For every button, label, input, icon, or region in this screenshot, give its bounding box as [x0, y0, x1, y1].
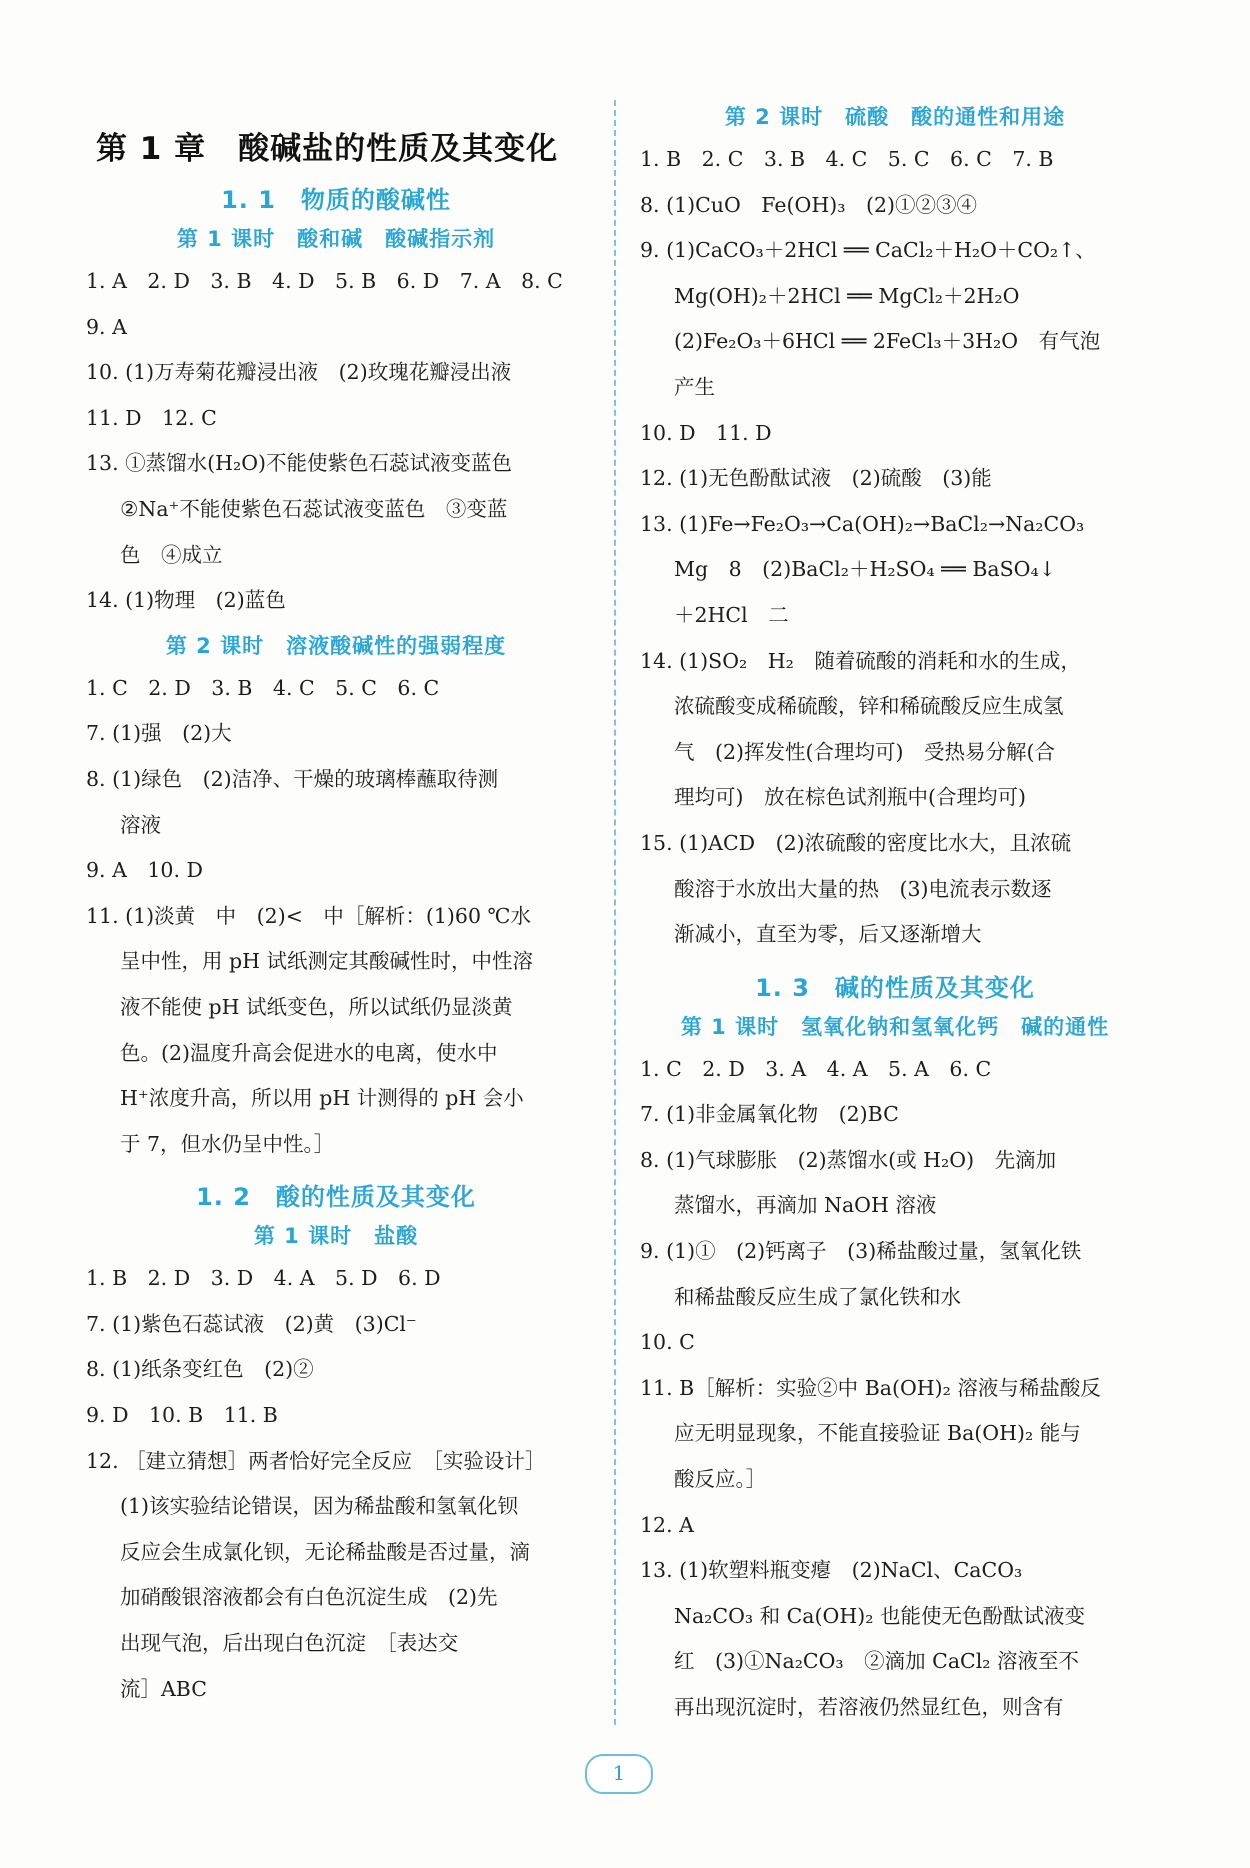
answer-line-continued: 红 (3)①Na₂CO₃ ②滴加 CaCl₂ 溶液至不: [674, 1649, 1080, 1674]
answer-line: 8. (1)气球膨胀 (2)蒸馏水(或 H₂O) 先滴加: [640, 1147, 1057, 1172]
section-title: 1. 3 碱的性质及其变化: [755, 973, 1035, 1002]
answer-line: 11. D 12. C: [86, 405, 217, 430]
answer-line: 13. (1)软塑料瓶变瘪 (2)NaCl、CaCO₃: [640, 1558, 1023, 1583]
answer-line-continued: 于 7，但水仍呈中性。］: [120, 1131, 335, 1156]
answer-line-continued: (1)该实验结论错误，因为稀盐酸和氢氧化钡: [120, 1494, 519, 1519]
column-divider: [614, 100, 616, 1725]
answer-line-continued: 酸反应。］: [674, 1467, 767, 1492]
answer-line: 8. (1)CuO Fe(OH)₃ (2)①②③④: [640, 192, 977, 217]
answer-line-continued: ＋2HCl 二: [674, 602, 789, 627]
answer-line: 11. B［解析：实验②中 Ba(OH)₂ 溶液与稀盐酸反: [640, 1375, 1101, 1400]
answer-line-continued: 再出现沉淀时，若溶液仍然显红色，则含有: [674, 1695, 1064, 1719]
answer-line: 14. (1)SO₂ H₂ 随着硫酸的消耗和水的生成，: [640, 648, 1081, 673]
answer-line-continued: 酸溶于水放出大量的热 (3)电流表示数逐: [674, 876, 1052, 901]
answer-line: 7. (1)非金属氧化物 (2)BC: [640, 1102, 899, 1127]
answer-line-continued: 加硝酸银溶液都会有白色沉淀生成 (2)先: [120, 1585, 498, 1610]
answer-line-continued: 和稀盐酸反应生成了氯化铁和水: [674, 1284, 961, 1309]
answer-line: 1. B 2. C 3. B 4. C 5. C 6. C 7. B: [640, 147, 1054, 171]
answer-line-continued: ②Na⁺不能使紫色石蕊试液变蓝色 ③变蓝: [120, 496, 508, 521]
answer-line: 10. C: [640, 1330, 695, 1355]
answer-line: 12. (1)无色酚酞试液 (2)硫酸 (3)能: [640, 466, 992, 491]
answer-line-continued: 色 ④成立: [120, 542, 223, 567]
answer-line: 10. (1)万寿菊花瓣浸出液 (2)玫瑰花瓣浸出液: [86, 360, 512, 385]
answer-line: 9. (1)① (2)钙离子 (3)稀盐酸过量，氢氧化铁: [640, 1239, 1082, 1264]
answer-line: 9. A 10. D: [86, 858, 203, 883]
answer-line-continued: 呈中性，用 pH 试纸测定其酸碱性时，中性溶: [120, 949, 534, 974]
answer-line-continued: 色。(2)温度升高会促进水的电离，使水中: [120, 1040, 498, 1065]
section-title: 1. 1 物质的酸碱性: [221, 186, 451, 214]
answer-line: 1. A 2. D 3. B 4. D 5. B 6. D 7. A 8. C: [86, 269, 563, 293]
answer-line-continued: 渐减小，直至为零，后又逐渐增大: [674, 922, 982, 947]
answer-line: 12. ［建立猜想］两者恰好完全反应 ［实验设计］: [86, 1448, 546, 1473]
answer-line-continued: H⁺浓度升高，所以用 pH 计测得的 pH 会小: [120, 1086, 524, 1111]
lesson-title: 第 2 课时 溶液酸碱性的强弱程度: [165, 633, 507, 658]
answer-line: 12. A: [640, 1512, 694, 1537]
answer-line: 1. B 2. D 3. D 4. A 5. D 6. D: [86, 1266, 441, 1291]
answer-line-continued: 蒸馏水，再滴加 NaOH 溶液: [674, 1193, 937, 1218]
lesson-title: 第 1 课时 盐酸: [253, 1224, 419, 1249]
answer-line-continued: (2)Fe₂O₃＋6HCl ══ 2FeCl₃＋3H₂O 有气泡: [674, 329, 1101, 354]
answer-line-continued: 理均可) 放在棕色试剂瓶中(合理均可): [674, 785, 1026, 810]
answer-line: 13. (1)Fe→Fe₂O₃→Ca(OH)₂→BaCl₂→Na₂CO₃: [640, 511, 1085, 536]
answer-line-continued: 浓硫酸变成稀硫酸，锌和稀硫酸反应生成氢: [674, 694, 1064, 719]
answer-line: 10. D 11. D: [640, 420, 772, 445]
answer-line-continued: 液不能使 pH 试纸变色，所以试纸仍显淡黄: [120, 994, 513, 1019]
answer-line: 1. C 2. D 3. B 4. C 5. C 6. C: [86, 675, 440, 700]
answer-line-continued: 溶液: [120, 812, 161, 837]
answer-line: 14. (1)物理 (2)蓝色: [86, 588, 286, 613]
left-answer-list: [86, 180, 586, 1712]
answer-line-continued: 应无明显现象，不能直接验证 Ba(OH)₂ 能与: [674, 1421, 1081, 1446]
answer-line-continued: 产生: [674, 374, 715, 399]
answer-line: 9. A: [86, 314, 127, 339]
answer-line: 1. C 2. D 3. A 4. A 5. A 6. C: [640, 1056, 992, 1081]
lesson-title: 第 1 课时 氢氧化钠和氢氧化钙 碱的通性: [680, 1014, 1110, 1039]
answer-line-continued: Mg 8 (2)BaCl₂＋H₂SO₄ ══ BaSO₄↓: [674, 557, 1056, 582]
right-answer-list: [640, 101, 1150, 1731]
answer-line-continued: Mg(OH)₂＋2HCl ══ MgCl₂＋2H₂O: [674, 283, 1020, 308]
answer-line: 7. (1)强 (2)大: [86, 721, 232, 746]
answer-line: 15. (1)ACD (2)浓硫酸的密度比水大，且浓硫: [640, 830, 1072, 855]
answer-line-continued: 流］ABC: [120, 1676, 207, 1701]
answer-line: 9. (1)CaCO₃＋2HCl ══ CaCl₂＋H₂O＋CO₂↑、: [640, 238, 1096, 263]
answer-line: 11. (1)淡黄 中 (2)< 中［解析：(1)60 ℃水: [86, 903, 531, 928]
answer-line: 13. ①蒸馏水(H₂O)不能使紫色石蕊试液变蓝色: [86, 451, 513, 476]
answer-line-continued: Na₂CO₃ 和 Ca(OH)₂ 也能使无色酚酞试液变: [674, 1603, 1085, 1628]
answer-line-continued: 气 (2)挥发性(合理均可) 受热易分解(合: [674, 739, 1056, 764]
answer-line-continued: 反应会生成氯化钡，无论稀盐酸是否过量，滴: [120, 1539, 530, 1564]
page-number: 1: [585, 1754, 653, 1794]
left-column: [86, 95, 586, 1712]
answer-line: 7. (1)紫色石蕊试液 (2)黄 (3)Cl⁻: [86, 1311, 417, 1336]
answer-line-continued: 出现气泡，后出现白色沉淀 ［表达交: [120, 1631, 459, 1656]
chapter-title: 第 1 章 酸碱盐的性质及其变化: [96, 131, 559, 167]
lesson-title: 第 2 课时 硫酸 酸的通性和用途: [724, 105, 1066, 129]
answer-line: 8. (1)绿色 (2)洁净、干燥的玻璃棒蘸取待测: [86, 766, 499, 791]
section-title: 1. 2 酸的性质及其变化: [196, 1183, 476, 1212]
lesson-title: 第 1 课时 酸和碱 酸碱指示剂: [176, 227, 496, 251]
answer-line: 8. (1)纸条变红色 (2)②: [86, 1357, 314, 1382]
answer-line: 9. D 10. B 11. B: [86, 1403, 278, 1428]
right-column: [640, 95, 1150, 1731]
